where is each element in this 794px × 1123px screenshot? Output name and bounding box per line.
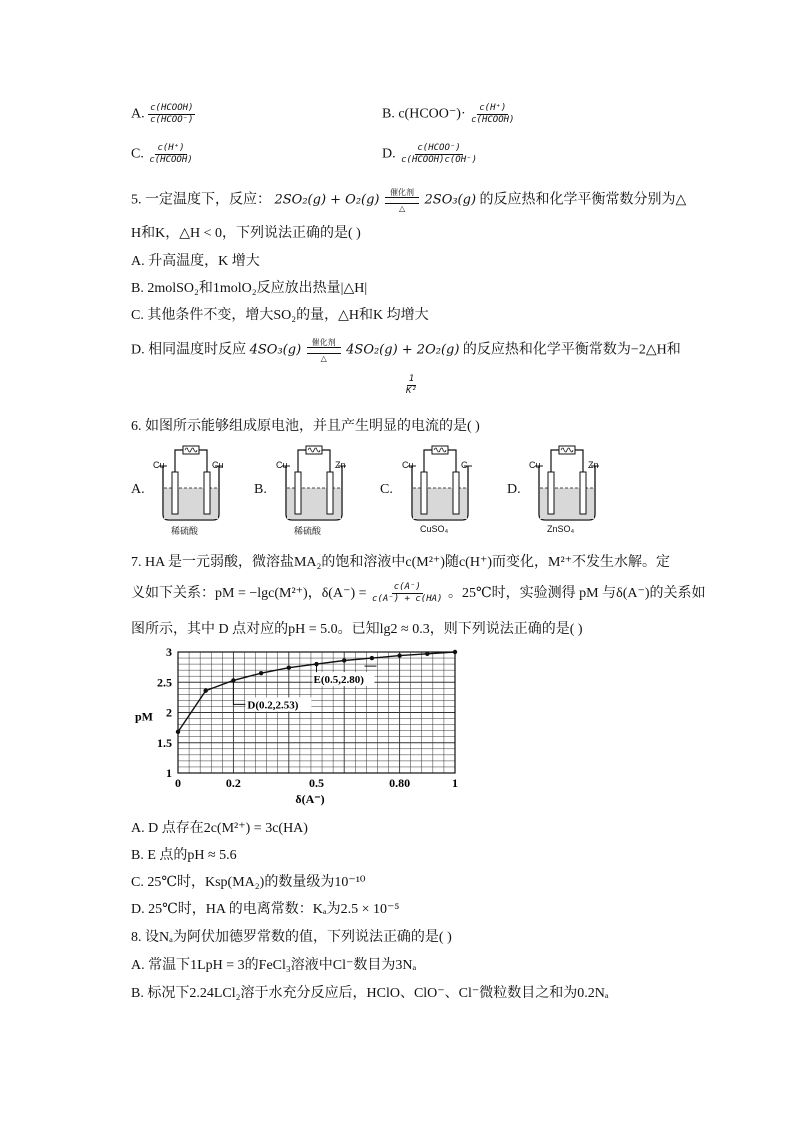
fraction-denominator: c(A⁻) + c(HA) — [372, 594, 443, 605]
heat-label: △ — [320, 354, 327, 363]
q5-d-products: 4SO₂(g) + 2O₂(g) — [346, 342, 460, 358]
galvanic-cell-icon — [153, 444, 233, 534]
data-point — [287, 666, 291, 670]
q5-stem-suffix: 的反应热和化学平衡常数分别为△ — [479, 192, 687, 208]
option-label: A. — [131, 482, 145, 497]
q5-stem-line2: H和K，△H < 0，下列说法正确的是( ) — [131, 226, 361, 241]
q7-line2-suffix: 。25℃时，实验测得 pM 与δ(A⁻)的关系如 — [447, 586, 706, 601]
q7-option-c: C. 25℃时，Ksp(MA₂)的数量级为10⁻¹⁰ — [131, 875, 366, 890]
cell-option-d — [507, 448, 622, 538]
x-tick-label: 0.2 — [225, 776, 241, 790]
reversible-arrow-icon — [385, 188, 419, 213]
x-tick-label: 0.5 — [309, 776, 324, 790]
data-point — [176, 730, 180, 734]
electrode-left-label: Cu — [402, 460, 414, 470]
q5-d-reactants: 4SO₃(g) — [249, 342, 302, 358]
q4-option-a — [131, 103, 195, 126]
fraction — [147, 143, 194, 166]
q7-option-d: D. 25℃时，HA 的电离常数：Kₐ为2.5 × 10⁻⁵ — [131, 902, 400, 917]
q5-option-c: C. 其他条件不变，增大SO₂的量，△H和K 均增大 — [131, 308, 429, 323]
q7-line1: 7. HA 是一元弱酸，微溶盐MA₂的饱和溶液中c(M²⁺)随c(H⁺)而变化，M²⁺不发生水解。定 — [131, 555, 671, 570]
q5-option-d — [131, 338, 681, 363]
option-label: C. — [380, 482, 393, 497]
y-axis-label: pM — [135, 709, 153, 724]
q7-line2 — [131, 582, 706, 605]
electrolyte-label: ZnSO₄ — [547, 524, 575, 534]
delta-fraction — [370, 582, 444, 605]
option-label: D. — [507, 482, 521, 497]
fraction-denominator: c(HCOOH) — [471, 115, 515, 125]
data-point — [425, 652, 429, 656]
q7-option-b: B. E 点的pH ≈ 5.6 — [131, 848, 237, 863]
q4-option-b — [382, 103, 516, 126]
q7-line2-prefix: 义如下关系：pM = −lgc(M²⁺)，δ(A⁻) = — [131, 586, 367, 601]
option-label: A. — [131, 106, 145, 122]
annotation-e: E(0.5,2.80) — [313, 674, 364, 687]
fraction-denominator: c(HCOOH)c(OH⁻) — [401, 155, 477, 165]
fraction-numerator: 1 — [408, 374, 415, 384]
q6-stem: 6. 如图所示能够组成原电池，并且产生明显的电流的是( ) — [131, 419, 480, 434]
q5-stem-line1 — [131, 188, 686, 213]
electrode-left-label: Cu — [276, 460, 288, 470]
q5-d-prefix: D. 相同温度时反应 — [131, 342, 247, 358]
data-point — [453, 650, 457, 654]
electrode-right-label: Cu — [212, 460, 224, 470]
electrode-right-label: Zn — [588, 460, 599, 470]
data-point — [204, 689, 208, 693]
fraction — [148, 103, 195, 126]
y-tick-label: 1 — [166, 766, 172, 780]
fraction — [469, 103, 516, 126]
y-tick-label: 1.5 — [157, 735, 172, 750]
galvanic-cell-icon — [276, 444, 356, 534]
q5-option-a: A. 升高温度，K 增大 — [131, 254, 260, 269]
fraction-numerator: c(H⁺) — [479, 103, 507, 113]
cell-option-a — [131, 448, 246, 538]
reversible-arrow-icon — [307, 338, 341, 363]
galvanic-cell-icon — [529, 444, 609, 534]
option-label: B. — [254, 482, 267, 497]
option-label: B. — [382, 106, 395, 122]
fraction-numerator: c(HCOO⁻) — [417, 143, 461, 153]
y-tick-label: 2 — [166, 705, 172, 720]
y-tick-label: 3 — [166, 645, 172, 659]
x-tick-label: 0 — [175, 776, 181, 790]
q8-option-b: B. 标况下2.24LCl₂溶于水充分反应后，HClO、ClO⁻、Cl⁻微粒数目之和为0.2Nₐ — [131, 986, 609, 1001]
q4-option-c — [131, 143, 195, 166]
galvanic-cell-icon — [402, 444, 482, 534]
data-point — [370, 656, 374, 660]
cell-option-b — [254, 448, 369, 538]
fraction — [399, 143, 479, 166]
option-label: C. — [131, 146, 144, 162]
q8-option-a: A. 常温下1LpH = 3的FeCl₃溶液中Cl⁻数目为3Nₐ — [131, 958, 417, 973]
fraction-denominator: c(HCOO⁻) — [150, 115, 194, 125]
x-tick-label: 1 — [452, 776, 458, 790]
q4-option-d — [382, 143, 479, 166]
option-label: D. — [382, 146, 396, 162]
q5-d-fraction — [404, 374, 419, 397]
option-prefix: c(HCOO⁻)· — [398, 106, 466, 122]
fraction-numerator: c(A⁻) — [393, 582, 421, 593]
electrolyte-label: 稀硫酸 — [171, 526, 199, 536]
annotation-d: D(0.2,2.53) — [247, 699, 299, 712]
x-axis-label: δ(A⁻) — [295, 792, 325, 806]
q5-d-suffix: 的反应热和化学平衡常数为−2△H和 — [462, 342, 681, 358]
y-tick-label: 2.5 — [157, 675, 172, 690]
electrode-right-label: C — [461, 460, 468, 470]
data-point — [397, 653, 401, 657]
x-tick-label: 0.80 — [389, 776, 411, 790]
fraction-denominator: K² — [406, 386, 417, 396]
q5-reactants: 2SO₂(g) + O₂(g) — [274, 192, 380, 208]
q5-stem-prefix: 5. 一定温度下，反应： — [131, 192, 271, 208]
electrolyte-label: CuSO₄ — [420, 524, 449, 534]
electrode-left-label: Cu — [529, 460, 541, 470]
electrode-right-label: Zn — [335, 460, 346, 470]
pm-vs-delta-chart — [125, 640, 470, 810]
q8-stem: 8. 设Nₐ为阿伏加德罗常数的值，下列说法正确的是( ) — [131, 930, 452, 945]
q5-products: 2SO₃(g) — [424, 192, 477, 208]
q7-line3: 图所示，其中 D 点对应的pH = 5.0。已知lg2 ≈ 0.3，则下列说法正确的是( ) — [131, 622, 583, 637]
catalyst-label: 催化剂 — [311, 338, 336, 347]
q5-option-b: B. 2molSO₂和1molO₂反应放出热量|△H| — [131, 281, 368, 296]
fraction-denominator: c(HCOOH) — [149, 155, 193, 165]
data-point — [259, 671, 263, 675]
data-point — [342, 658, 346, 662]
electrode-left-label: Cu — [153, 460, 165, 470]
fraction-numerator: c(HCOOH) — [150, 103, 194, 113]
electrolyte-label: 稀硫酸 — [294, 526, 322, 536]
fraction-numerator: c(H⁺) — [157, 143, 185, 153]
cell-option-c — [380, 448, 495, 538]
catalyst-label: 催化剂 — [390, 188, 415, 197]
annotation-leader-d — [233, 680, 245, 704]
heat-label: △ — [398, 204, 406, 213]
q7-option-a: A. D 点存在2c(M²⁺) = 3c(HA) — [131, 821, 308, 836]
